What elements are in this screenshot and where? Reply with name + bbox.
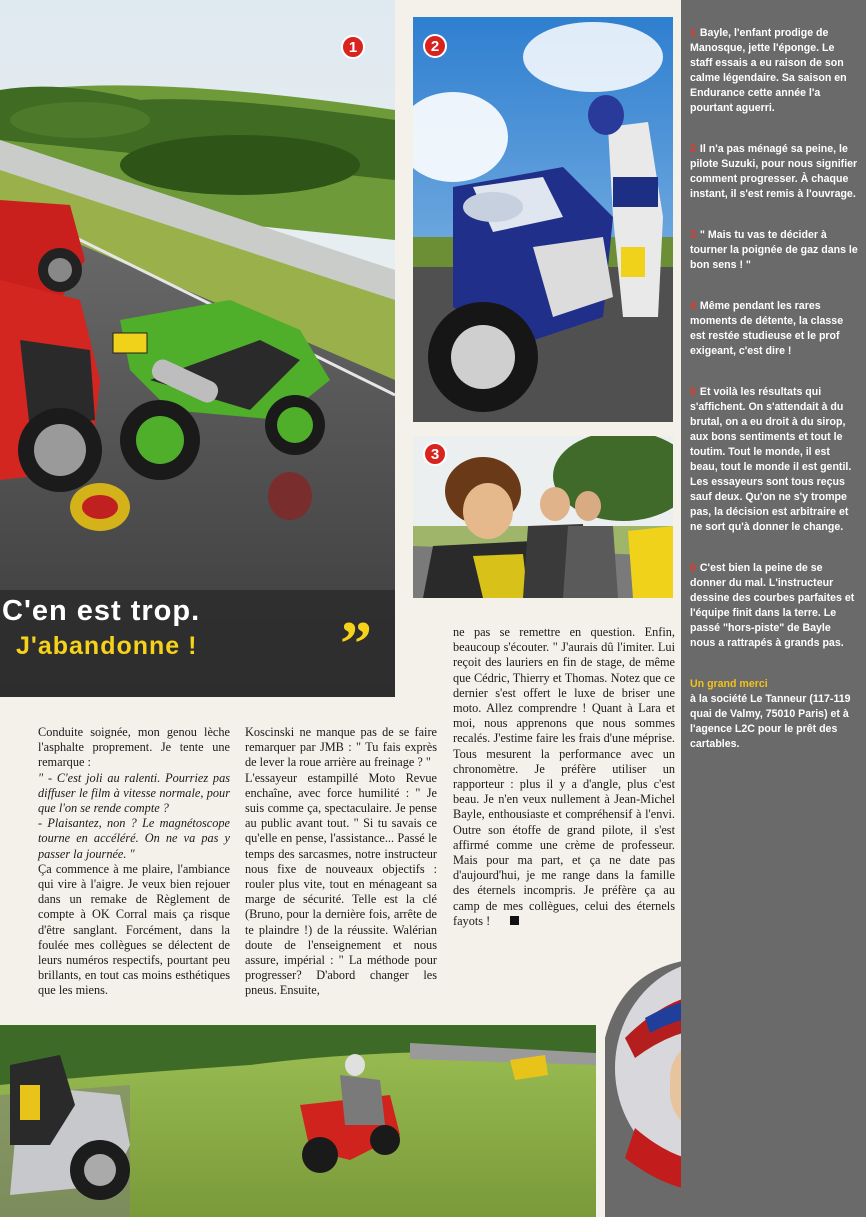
caption-text: Et voilà les résultats qui s'affichent. On s'attendait à du brutal, on a eu droit à du sirop, aux bons sentiments et tout le toutim. Tout le monde, il est beau, tout le monde il est gentil. Les essayeurs sont tous reçus sauf deux. Qu'on ne s'y trompe pas, la décision est arbitraire et ne sort qu'à donner le change. [690, 386, 852, 533]
article-column-1 [38, 725, 230, 999]
article-paragraph: Koscinski ne manque pas de se faire remarquer par JMB : " Tu fais exprès de lever la roue arrière au freinage ? " [245, 725, 437, 770]
caption-item [690, 561, 858, 651]
photo-rider-suzuki [413, 17, 673, 422]
caption-text: Il n'a pas ménagé sa peine, le pilote Suzuki, pour nous signifier comment progresser. À chaque instant, il s'est remis à l'ouvrage. [690, 143, 858, 200]
caption-number: 1 [690, 27, 696, 39]
end-of-article-mark [510, 916, 519, 925]
article-column-2 [245, 725, 437, 999]
article-column-3 [453, 625, 675, 929]
article-paragraph: ne pas se remettre en question. Enfin, beaucoup s'écouter. " J'aurais dû l'imiter. Lui reçoit des lauriers en fin de stage, de même que Cédric, Thierry et Thomas. Notez que ce dernier s'est offert le luxe de briser une moto. Allez comprendre ! Quant à Lara et moi, nous apprenons que nous sommes recalés. J'estime faire les frais d'une méprise. Tous mesurent la performance avec un chronomètre. Je préfère utiliser un rapporteur : plus il y a d'angle, plus c'est beau. Je n'en veux nullement à Jean-Michel Bayle, enthousiaste et compréhensif à l'envi. Outre son étoffe de grand pilote, il s'est affirmé comme une crème de professeur. Mais pour ma part, et ça ne date pas d'aujourd'hui, je me range dans la famille des éternels incompris. Je préfère ça au camp de mes collègues, celui des éternels fayots ! [453, 625, 675, 928]
thanks-note [690, 677, 858, 752]
caption-text: Même pendant les rares moments de détente, la classe est restée studieuse et le prof exigeant, c'est dire ! [690, 300, 844, 357]
photo-badge: 2 [423, 34, 447, 58]
photo-riders-grass [0, 1025, 596, 1217]
caption-item [690, 385, 858, 535]
photo-pilots [413, 436, 673, 598]
caption-item [690, 299, 858, 359]
caption-text: Bayle, l'enfant prodige de Manosque, jette l'éponge. Le staff essais a eu raison de son calme légendaire. Sa saison en Endurance cette année l'a pourtant aguerri. [690, 27, 847, 114]
caption-text: C'est bien la peine de se donner du mal. L'instructeur dessine des courbes parfaites et l'équipe finit dans la terre. Le passé "hors-piste" de Bayle nous a rattrapés à grands pas. [690, 562, 855, 649]
caption-number: 6 [690, 562, 696, 574]
caption-number: 5 [690, 386, 696, 398]
thanks-text: à la société Le Tanneur (117-119 quai de Valmy, 75010 Paris) et à l'agence L2C pour le prêt des cartables. [690, 693, 851, 750]
photo-track-motorcycles [0, 0, 395, 697]
captions-sidebar [690, 26, 858, 778]
photo-badge: 1 [341, 35, 365, 59]
svg-text:”: ” [340, 608, 372, 679]
article-paragraph: L'essayeur estampillé Moto Revue enchaîne, avec force humilité : " Je suis comme ça, spectaculaire. Je pense au public avant tout. " Si tu savais ce qu'elle en pense, l'assistance... Passé le temps des sarcasmes, notre instructeur nous fixe de nouveaux objectifs : rouler plus vite, tout en ménageant sa marge de sécurité. Telle est la clé (Bruno, pour la dernière fois, arrête de te plaindre !) de la réussite. Walérian doute de l'enseignement et nous assure, impérial : " La méthode pour progresser? D'abord changer les pneus. Ensuite, [245, 770, 437, 998]
article-paragraph: " - C'est joli au ralenti. Pourriez pas diffuser le film à vitesse normale, pour que l'on se rende compte ? [38, 770, 230, 816]
article-paragraph: Ça commence à me plaire, l'ambiance qui vire à l'aigre. Je veux bien rejouer dans un remake de Règlement de compte à OK Corral mais ça risque d'être sanglant. Forcément, dans la foulée mes collègues se délectent de leurs numéros respectifs, pourtant peu brillants, en tout cas moins esthétiques que les miens. [38, 861, 230, 998]
caption-number: 3 [690, 229, 696, 241]
caption-item [690, 26, 858, 116]
caption-item [690, 228, 858, 273]
caption-number: 2 [690, 143, 696, 155]
caption-item [690, 142, 858, 202]
headline-line-2: J'abandonne ! [16, 632, 198, 660]
caption-text: " Mais tu vas te décider à tourner la poignée de gaz dans le bon sens ! " [690, 229, 858, 271]
caption-number: 4 [690, 300, 696, 312]
article-paragraph: - Plaisantez, non ? Le magnétoscope tourne en accéléré. On ne va pas y passer la journée. " [38, 816, 230, 861]
thanks-title: Un grand merci [690, 678, 768, 690]
article-paragraph: Conduite soignée, mon genou lèche l'asphalte proprement. Je tente une remarque : [38, 725, 230, 770]
headline-line-1: C'en est trop. [2, 595, 201, 627]
photo-badge: 3 [423, 442, 447, 466]
